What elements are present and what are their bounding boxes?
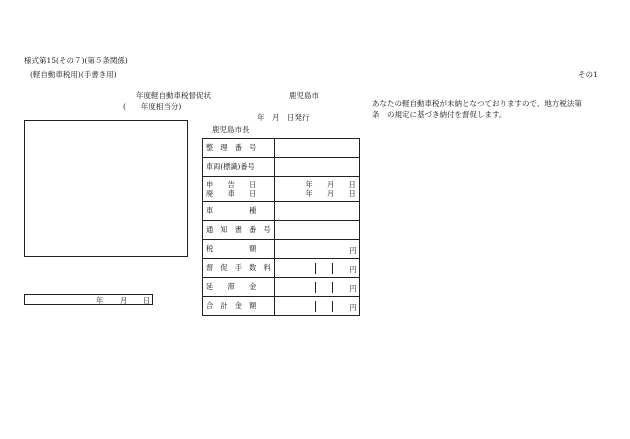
notice-message-line2: 条 の規定に基づき納付を督促します。 — [372, 110, 507, 119]
value-scrap-date: 年 月 日 — [305, 189, 356, 198]
value-vehicle-type — [274, 202, 359, 221]
table-row — [203, 297, 360, 316]
digit-separator — [332, 301, 333, 312]
label-filing-scrap-date — [203, 177, 275, 202]
table-row — [203, 259, 360, 278]
form-subtitle: (軽自動車税用)(手書き用) — [30, 70, 117, 79]
value-late-fee — [274, 278, 359, 297]
label-late-fee: 延 滞 金 — [203, 278, 275, 297]
left-date-box — [24, 294, 153, 305]
digit-separator — [332, 282, 333, 293]
digit-separator — [315, 282, 316, 293]
digit-separator — [315, 301, 316, 312]
unit-yen: 円 — [349, 265, 357, 274]
table-row — [203, 278, 360, 297]
unit-yen: 円 — [349, 246, 357, 255]
digit-separator — [315, 263, 316, 274]
value-notice-number — [274, 221, 359, 240]
value-filing-date: 年 月 日 — [305, 180, 356, 189]
digit-separator — [332, 263, 333, 274]
label-demand-fee: 督 促 手 数 料 — [203, 259, 275, 278]
label-reference-number: 整 理 番 号 — [203, 139, 275, 158]
value-tax-amount — [274, 240, 359, 259]
value-reference-number — [274, 139, 359, 158]
table-row — [203, 221, 360, 240]
sheet-number: その1 — [578, 70, 598, 79]
mayor-title: 鹿児島市長 — [212, 125, 250, 134]
value-vehicle-number — [274, 158, 359, 177]
table-row — [203, 139, 360, 158]
table-row — [203, 202, 360, 221]
notice-table — [202, 138, 360, 316]
left-date-month: 月 — [120, 296, 128, 305]
label-tax-amount: 税 額 — [203, 240, 275, 259]
value-total-amount — [274, 297, 359, 316]
notice-title: 年度軽自動車税督促状 — [136, 91, 211, 100]
issued-date: 年 月 日発行 — [257, 113, 310, 122]
unit-yen: 円 — [349, 303, 357, 312]
value-filing-scrap-date — [274, 177, 359, 202]
table-row — [203, 240, 360, 259]
table-row — [203, 158, 360, 177]
label-total-amount: 合 計 金 額 — [203, 297, 275, 316]
label-filing-date: 申 告 日 — [206, 180, 257, 189]
unit-yen: 円 — [349, 284, 357, 293]
address-box — [24, 120, 188, 257]
label-vehicle-number: 車両(標識)番号 — [203, 158, 275, 177]
label-notice-number: 通 知 書 番 号 — [203, 221, 275, 240]
city-name: 鹿児島市 — [289, 91, 319, 100]
fiscal-year-share: ( 年度相当分) — [123, 102, 182, 111]
label-vehicle-type: 車 種 — [203, 202, 275, 221]
value-demand-fee — [274, 259, 359, 278]
form-number: 様式第15(その７)(第５条関係) — [24, 56, 128, 65]
left-date-year: 年 — [96, 296, 104, 305]
label-scrap-date: 廃 車 日 — [206, 189, 257, 198]
left-date-day: 日 — [143, 296, 151, 305]
notice-message-line1: あなたの軽自動車税が未納となつておりますので、地方税法第 — [372, 99, 582, 108]
table-row — [203, 177, 360, 202]
